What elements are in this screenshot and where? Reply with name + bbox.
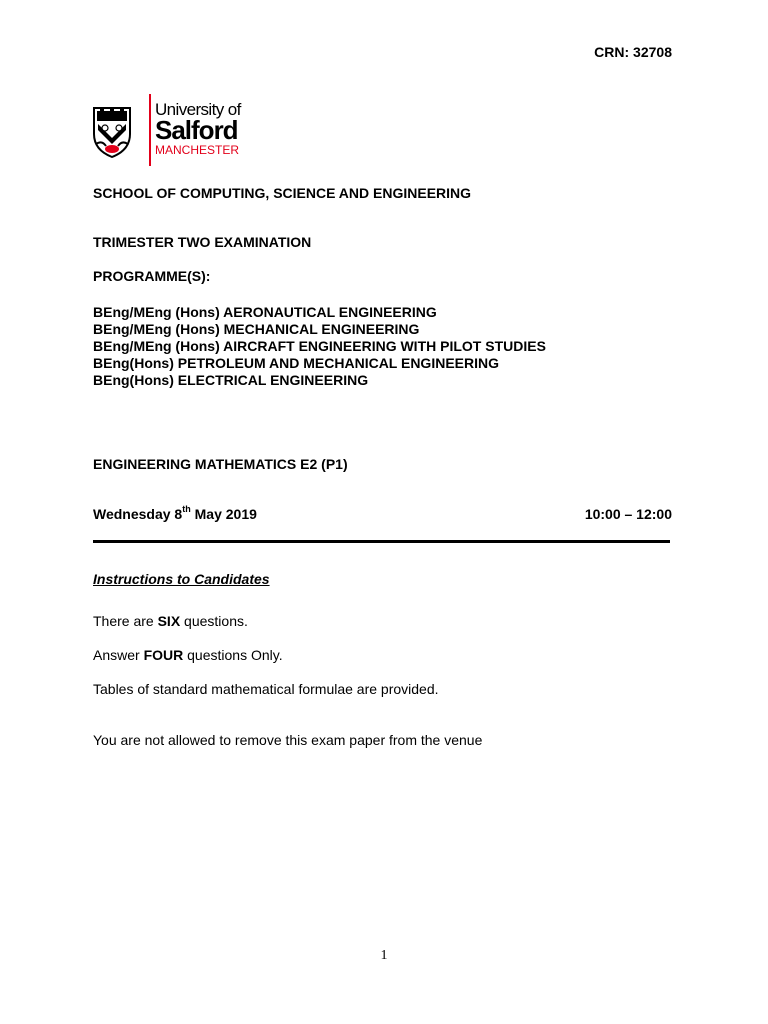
instruction-venue: You are not allowed to remove this exam paper from the venue	[93, 732, 483, 748]
programmes-heading: PROGRAMME(S):	[93, 268, 211, 284]
university-logo	[92, 94, 262, 166]
programme-item: BEng/MEng (Hons) AIRCRAFT ENGINEERING WITH PILOT STUDIES	[93, 338, 546, 354]
instruction-text: questions Only.	[183, 647, 283, 663]
instruction-text: Answer	[93, 647, 144, 663]
instruction-emphasis: FOUR	[143, 647, 184, 663]
instruction-emphasis: SIX	[157, 613, 181, 629]
instruction-text: There are	[93, 613, 158, 629]
logo-line-manchester: MANCHESTER	[155, 143, 240, 157]
logo-divider	[149, 94, 151, 166]
exam-trimester: TRIMESTER TWO EXAMINATION	[93, 234, 312, 250]
crest-icon	[92, 104, 132, 158]
instruction-formulae: Tables of standard mathematical formulae are provided.	[93, 681, 439, 697]
exam-date-ordinal: th	[182, 504, 191, 515]
exam-time: 10:00 – 12:00	[584, 506, 672, 522]
module-title: ENGINEERING MATHEMATICS E2 (P1)	[93, 456, 348, 472]
exam-date-prefix: Wednesday 8	[93, 506, 183, 522]
programme-item: BEng(Hons) ELECTRICAL ENGINEERING	[93, 372, 369, 388]
exam-date	[93, 506, 257, 523]
instruction-answer-count	[93, 647, 283, 664]
instructions-heading: Instructions to Candidates	[93, 571, 270, 587]
logo-line-university: University of	[155, 100, 241, 119]
instruction-question-count	[93, 613, 248, 630]
exam-date-suffix: May 2019	[190, 506, 257, 522]
crn-number: CRN: 32708	[594, 44, 672, 60]
programme-item: BEng/MEng (Hons) AERONAUTICAL ENGINEERING	[93, 304, 437, 320]
programme-item: BEng(Hons) PETROLEUM AND MECHANICAL ENGINEERING	[93, 355, 499, 371]
logo-line-salford: Salford	[155, 115, 238, 145]
programme-list	[93, 304, 546, 389]
programme-item: BEng/MEng (Hons) MECHANICAL ENGINEERING	[93, 321, 420, 337]
school-name: SCHOOL OF COMPUTING, SCIENCE AND ENGINEERING	[93, 185, 472, 201]
page-number: 1	[380, 948, 388, 963]
horizontal-rule	[93, 540, 670, 543]
instruction-text: questions.	[180, 613, 248, 629]
